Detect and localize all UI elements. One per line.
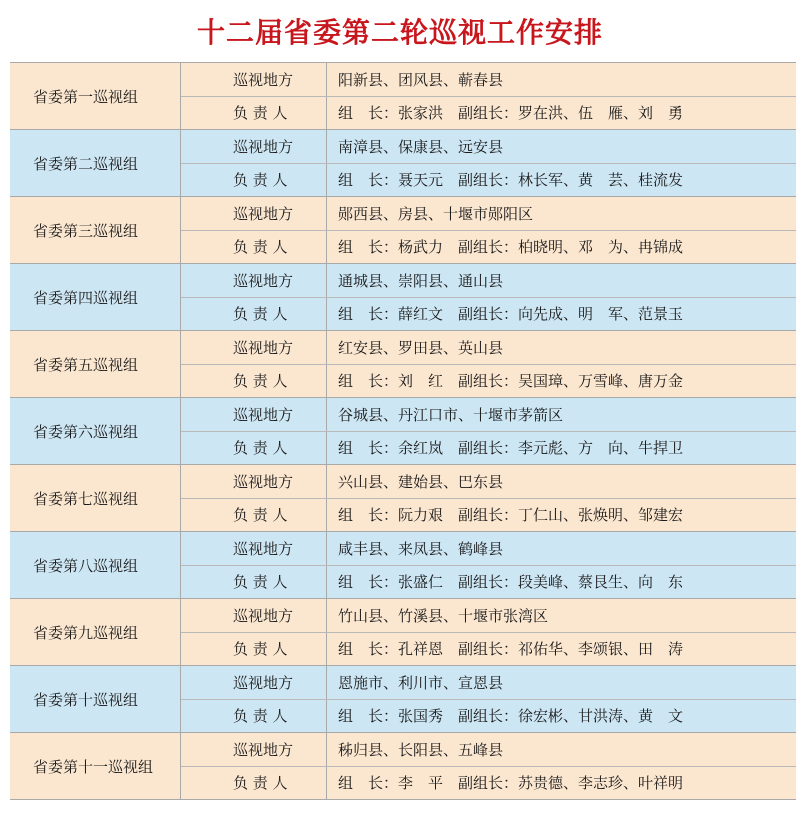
leaders-value: 组 长：薛红文 副组长：向先成、明 军、范景玉 (338, 305, 684, 324)
group-details (181, 197, 796, 263)
leaders-row (181, 498, 796, 532)
place-row (181, 733, 796, 766)
table-row (10, 733, 796, 800)
place-value: 竹山县、竹溪县、十堰市张湾区 (338, 606, 549, 625)
leaders-value: 组 长：余红岚 副组长：李元彪、方 向、牛捍卫 (338, 439, 684, 458)
group-details (181, 666, 796, 732)
group-name: 省委第五巡视组 (10, 331, 181, 397)
table-row (10, 130, 796, 197)
leaders-label: 负 责 人 (181, 231, 327, 264)
place-value: 谷城县、丹江口市、十堰市茅箭区 (338, 405, 564, 424)
place-label: 巡视地方 (181, 63, 327, 96)
place-value: 兴山县、建始县、巴东县 (338, 472, 504, 491)
table-row (10, 63, 796, 130)
group-name: 省委第十一巡视组 (10, 733, 181, 799)
place-label: 巡视地方 (181, 666, 327, 699)
table-row (10, 197, 796, 264)
place-row (181, 599, 796, 632)
leaders-value: 组 长：刘 红 副组长：吴国璋、万雪峰、唐万金 (338, 372, 684, 391)
leaders-row (181, 632, 796, 666)
leaders-label: 负 责 人 (181, 566, 327, 599)
table-row (10, 331, 796, 398)
place-label: 巡视地方 (181, 197, 327, 230)
leaders-label: 负 责 人 (181, 365, 327, 398)
place-label: 巡视地方 (181, 264, 327, 297)
leaders-value: 组 长：聂天元 副组长：林长军、黄 芸、桂流发 (338, 171, 684, 190)
group-details (181, 264, 796, 330)
table-row (10, 264, 796, 331)
leaders-row (181, 766, 796, 800)
place-value: 南漳县、保康县、远安县 (338, 137, 504, 156)
leaders-label: 负 责 人 (181, 164, 327, 197)
place-value: 恩施市、利川市、宣恩县 (338, 673, 504, 692)
place-value: 通城县、崇阳县、通山县 (338, 271, 504, 290)
table-row (10, 398, 796, 465)
place-label: 巡视地方 (181, 331, 327, 364)
table-row (10, 666, 796, 733)
leaders-label: 负 责 人 (181, 298, 327, 331)
group-details (181, 63, 796, 129)
place-label: 巡视地方 (181, 398, 327, 431)
leaders-row (181, 297, 796, 331)
place-label: 巡视地方 (181, 599, 327, 632)
leaders-row (181, 431, 796, 465)
table-row (10, 465, 796, 532)
group-details (181, 398, 796, 464)
leaders-row (181, 699, 796, 733)
leaders-label: 负 责 人 (181, 97, 327, 130)
leaders-label: 负 责 人 (181, 633, 327, 666)
leaders-value: 组 长：李 平 副组长：苏贵德、李志珍、叶祥明 (338, 774, 684, 793)
place-label: 巡视地方 (181, 465, 327, 498)
place-row (181, 532, 796, 565)
group-details (181, 733, 796, 799)
group-name: 省委第八巡视组 (10, 532, 181, 598)
leaders-value: 组 长：张家洪 副组长：罗在洪、伍 雁、刘 勇 (338, 104, 684, 123)
group-name: 省委第七巡视组 (10, 465, 181, 531)
group-name: 省委第四巡视组 (10, 264, 181, 330)
group-details (181, 130, 796, 196)
place-row (181, 130, 796, 163)
table-row (10, 599, 796, 666)
place-value: 郧西县、房县、十堰市郧阳区 (338, 204, 534, 223)
schedule-table (10, 62, 796, 800)
leaders-value: 组 长：杨武力 副组长：柏晓明、邓 为、冉锦成 (338, 238, 684, 257)
group-name: 省委第九巡视组 (10, 599, 181, 665)
place-label: 巡视地方 (181, 733, 327, 766)
place-value: 阳新县、团风县、蕲春县 (338, 70, 504, 89)
leaders-row (181, 163, 796, 197)
place-value: 红安县、罗田县、英山县 (338, 338, 504, 357)
leaders-value: 组 长：孔祥恩 副组长：祁佑华、李颂银、田 涛 (338, 640, 684, 659)
place-row (181, 398, 796, 431)
leaders-label: 负 责 人 (181, 767, 327, 800)
leaders-row (181, 565, 796, 599)
group-details (181, 465, 796, 531)
place-row (181, 666, 796, 699)
place-row (181, 264, 796, 297)
group-name: 省委第六巡视组 (10, 398, 181, 464)
group-name: 省委第一巡视组 (10, 63, 181, 129)
group-name: 省委第三巡视组 (10, 197, 181, 263)
place-row (181, 331, 796, 364)
leaders-value: 组 长：张国秀 副组长：徐宏彬、甘洪涛、黄 文 (338, 707, 684, 726)
table-row (10, 532, 796, 599)
group-details (181, 331, 796, 397)
place-label: 巡视地方 (181, 532, 327, 565)
leaders-label: 负 责 人 (181, 499, 327, 532)
place-value: 秭归县、长阳县、五峰县 (338, 740, 504, 759)
leaders-label: 负 责 人 (181, 432, 327, 465)
place-row (181, 465, 796, 498)
place-row (181, 63, 796, 96)
leaders-label: 负 责 人 (181, 700, 327, 733)
page-title: 十二届省委第二轮巡视工作安排 (196, 16, 603, 49)
group-name: 省委第二巡视组 (10, 130, 181, 196)
leaders-value: 组 长：阮力艰 副组长：丁仁山、张焕明、邹建宏 (338, 506, 684, 525)
group-details (181, 532, 796, 598)
leaders-row (181, 364, 796, 398)
place-label: 巡视地方 (181, 130, 327, 163)
leaders-value: 组 长：张盛仁 副组长：段美峰、蔡艮生、向 东 (338, 573, 684, 592)
leaders-row (181, 230, 796, 264)
group-name: 省委第十巡视组 (10, 666, 181, 732)
leaders-row (181, 96, 796, 130)
place-row (181, 197, 796, 230)
group-details (181, 599, 796, 665)
place-value: 咸丰县、来凤县、鹤峰县 (338, 539, 504, 558)
